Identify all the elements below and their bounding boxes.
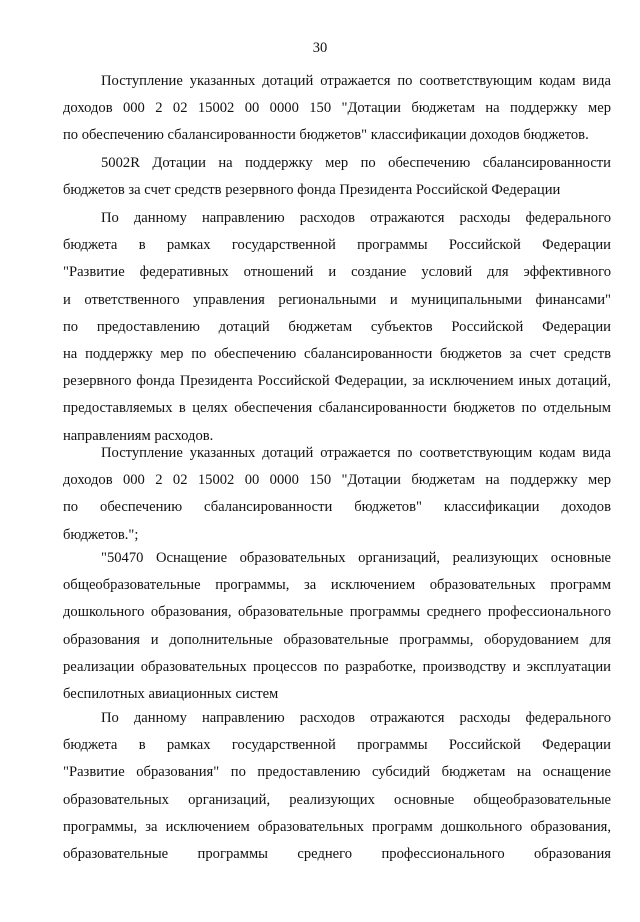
text-line: Поступление указанных дотаций отражается по соответствующим кодам вида (101, 445, 611, 461)
paragraph-3 (63, 205, 611, 450)
text-line: бюджета в рамках государственной программы Российской Федерации (63, 737, 611, 754)
text-line: бюджетов."; (63, 526, 139, 543)
text-line: образования и дополнительные образовательные программы, оборудованием для (63, 631, 611, 648)
text-line: на поддержку мер по обеспечению сбалансированности бюджетов за счет средств (63, 346, 611, 363)
text-line: бюджетов за счет средств резервного фонда Президента Российской Федерации (63, 182, 561, 199)
text-line: бюджета в рамках государственной программы Российской Федерации (63, 237, 611, 254)
text-line: По данному направлению расходов отражаются расходы федерального (101, 210, 611, 226)
text-line: общеобразовательные программы, за исключением образовательных программ (63, 577, 611, 594)
paragraph-6 (63, 705, 611, 868)
paragraph-4 (63, 440, 611, 549)
text-line: "50470 Оснащение образовательных организаций, реализующих основные (101, 550, 611, 566)
text-line: и ответственного управления региональными и муниципальными финансами" (63, 291, 611, 308)
text-line: беспилотных авиационных систем (63, 686, 279, 703)
text-line: образовательных организаций, реализующих основные общеобразовательные (63, 791, 611, 808)
text-line: реализации образовательных процессов по разработке, производству и эксплуатации (63, 658, 611, 675)
text-line: доходов 000 2 02 15002 00 0000 150 "Дотации бюджетам на поддержку мер (63, 100, 611, 117)
text-line: "Развитие федеративных отношений и создание условий для эффективного (63, 264, 611, 281)
text-line: направлениям расходов. (63, 427, 214, 444)
text-line: "Развитие образования" по предоставлению субсидий бюджетам на оснащение (63, 764, 611, 781)
text-line: По данному направлению расходов отражаются расходы федерального (101, 710, 611, 726)
text-line: 5002R Дотации на поддержку мер по обеспечению сбалансированности (101, 155, 611, 171)
text-line: Поступление указанных дотаций отражается по соответствующим кодам вида (101, 73, 611, 89)
text-line: предоставляемых в целях обеспечения сбалансированности бюджетов по отдельным (63, 400, 611, 417)
paragraph-5 (63, 545, 611, 708)
page-number: 30 (312, 40, 328, 56)
paragraph-2 (63, 150, 611, 204)
text-line: образовательные программы среднего профессионального образования (63, 846, 611, 863)
text-line: по обеспечению сбалансированности бюджетов" классификации доходов бюджетов. (63, 127, 589, 144)
text-line: по обеспечению сбалансированности бюджетов" классификации доходов (63, 499, 611, 516)
text-line: резервного фонда Президента Российской Федерации, за исключением иных дотаций, (63, 373, 611, 390)
paragraph-1 (63, 68, 611, 150)
text-line: по предоставлению дотаций бюджетам субъектов Российской Федерации (63, 318, 611, 335)
text-line: программы, за исключением образовательных программ дошкольного образования, (63, 818, 611, 835)
text-line: дошкольного образования, образовательные программы среднего профессионального (63, 604, 611, 621)
text-line: доходов 000 2 02 15002 00 0000 150 "Дотации бюджетам на поддержку мер (63, 472, 611, 489)
